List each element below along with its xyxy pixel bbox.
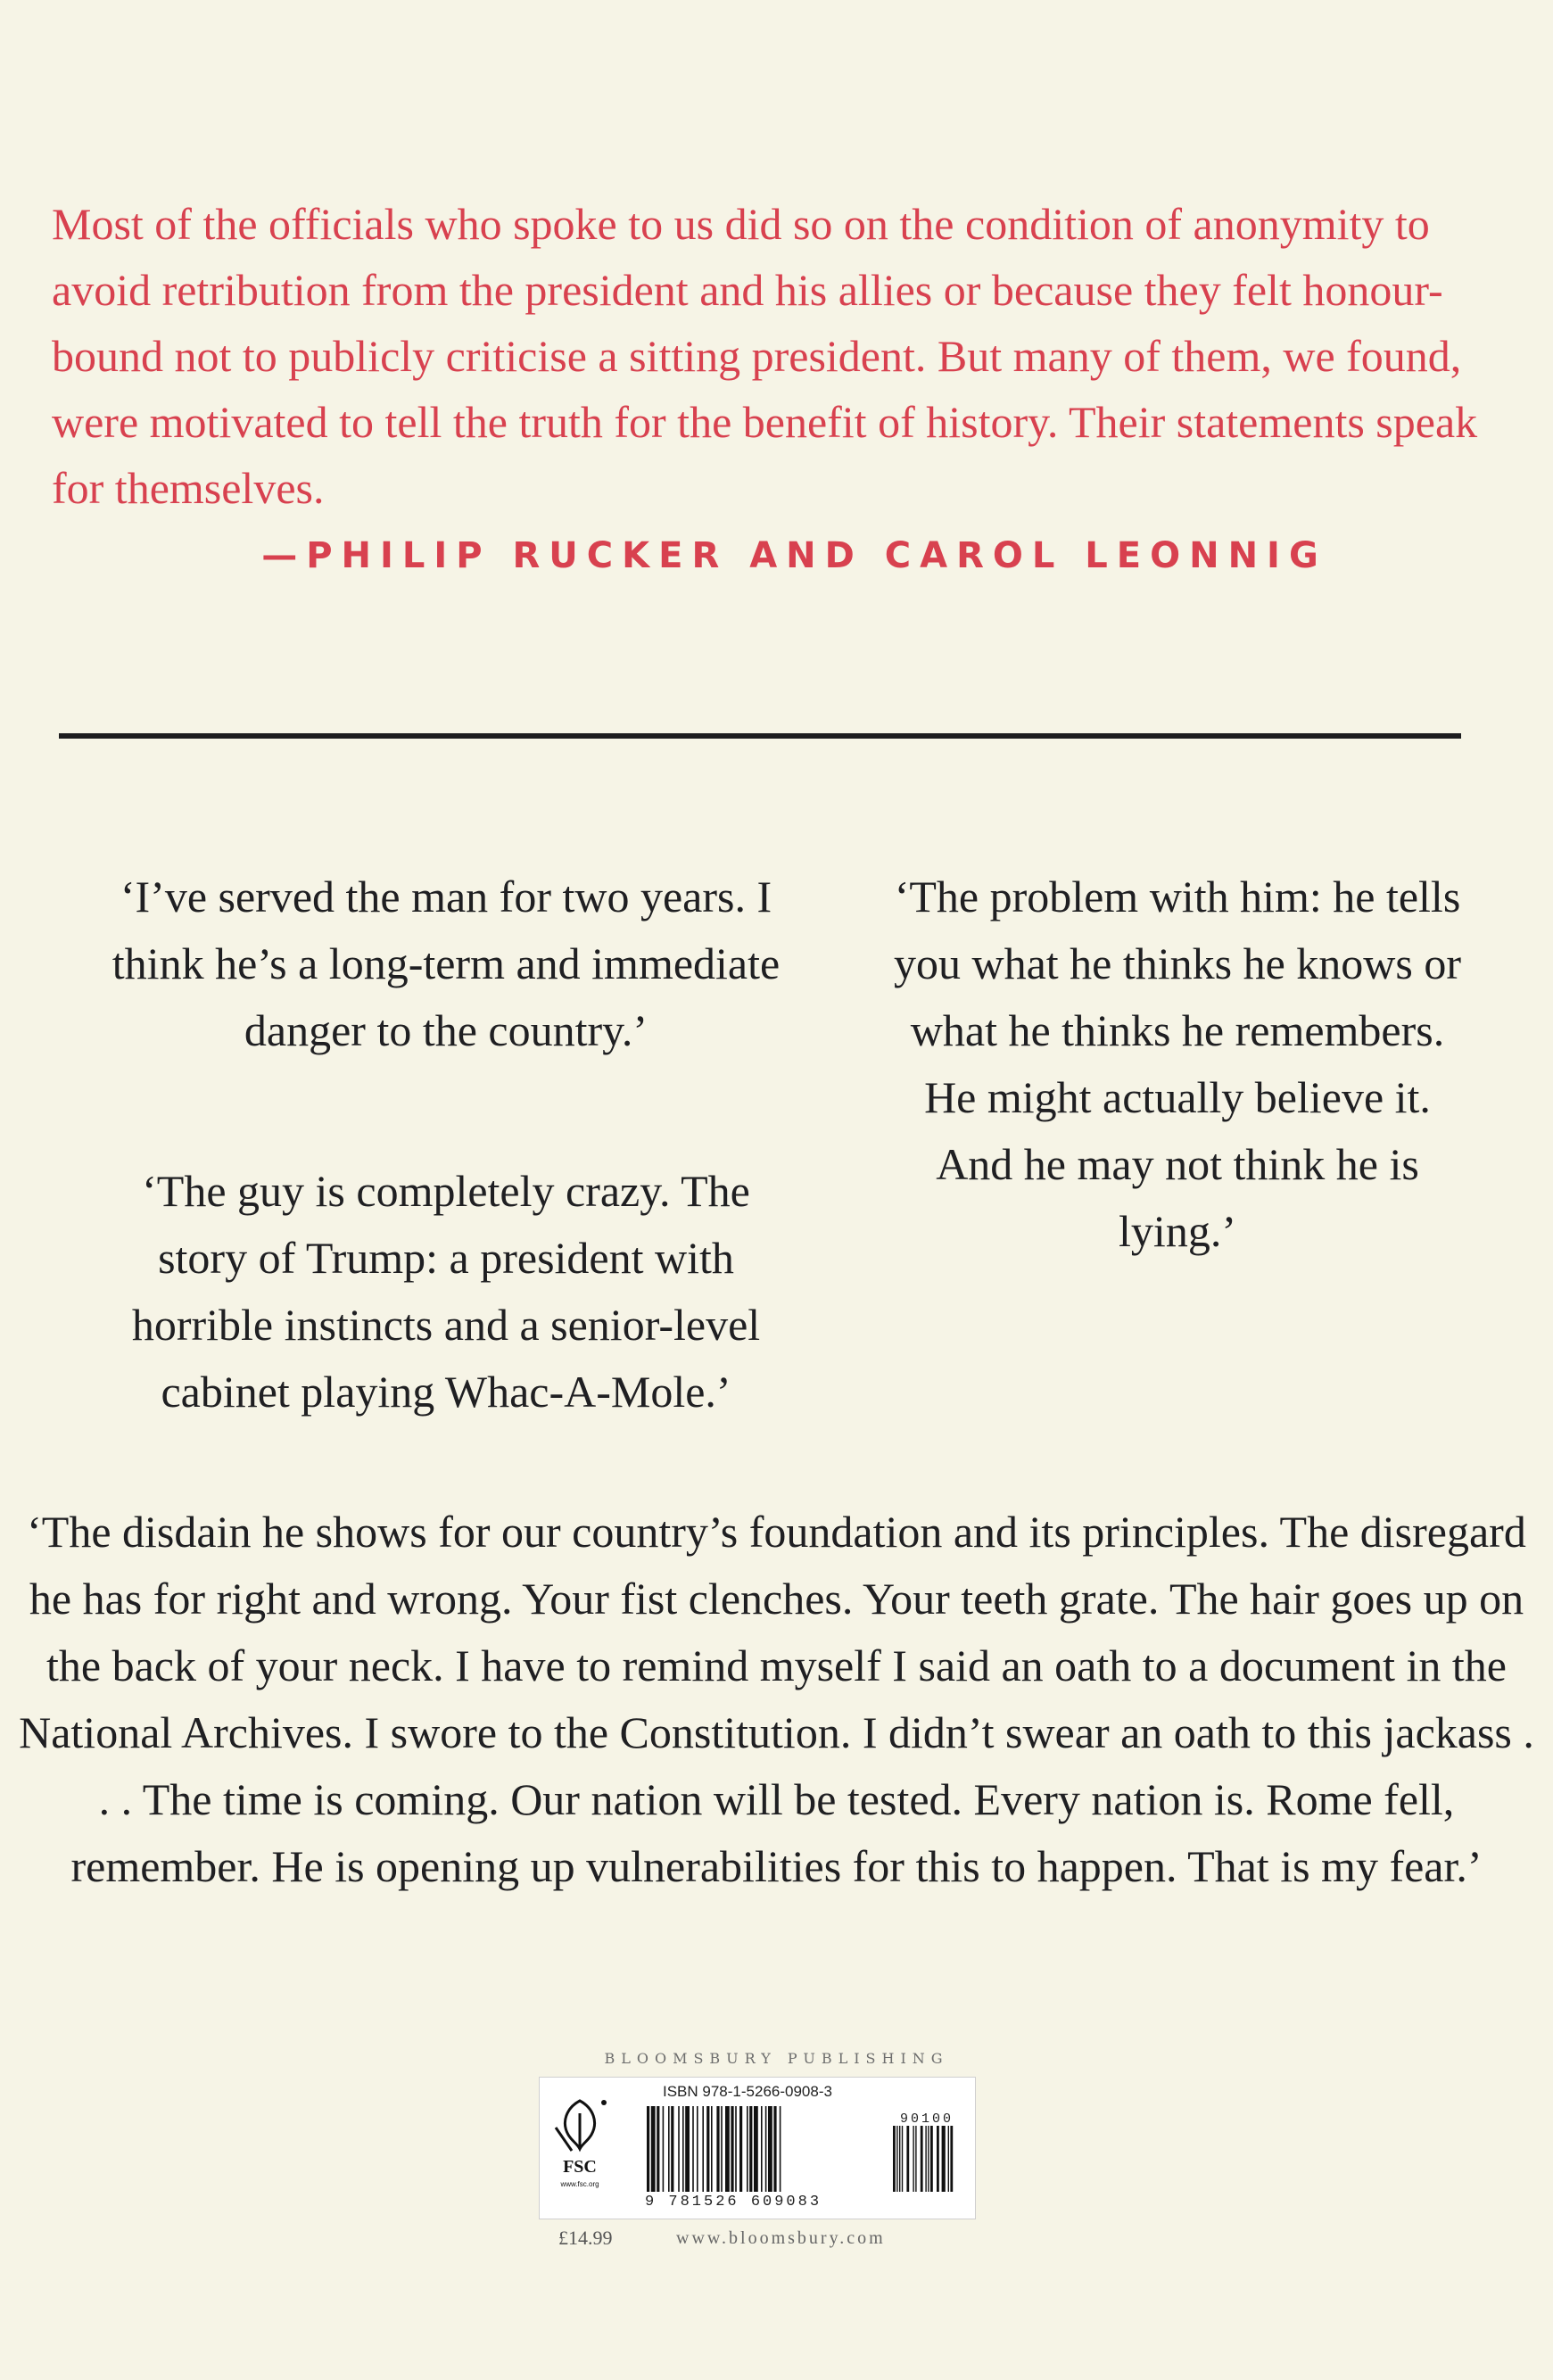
barcode-bar <box>780 2106 781 2192</box>
barcode-bar <box>682 2106 684 2192</box>
quote-problem-with-him <box>892 864 1463 1265</box>
barcode-bar <box>725 2106 730 2192</box>
quote-text: ‘The problem with him: he tells you what he thinks he knows or what he thinks he remembers. He might actually believe it. And he may not think he is lying.’ <box>893 872 1462 1256</box>
barcode-bar <box>896 2126 897 2192</box>
quote-text: ‘The guy is completely crazy. The story of Trump: a president with horrible instincts and a senior-level cabinet playing Whac-A-Mole.’ <box>131 1166 761 1417</box>
quote-text: ‘I’ve served the man for two years. I think he’s a long-term and immediate danger to the country.’ <box>112 872 781 1055</box>
divider-rule <box>59 733 1461 739</box>
isbn-text: ISBN 978-1-5266-0908-3 <box>663 2083 832 2100</box>
barcode-addon-number: 90100 <box>900 2111 954 2127</box>
fsc-logo-icon <box>549 2095 611 2194</box>
publisher-website: www.bloomsbury.com <box>676 2228 886 2248</box>
price-label: £14.99 <box>558 2227 613 2249</box>
barcode-bar <box>906 2126 909 2192</box>
barcode-bar <box>915 2126 916 2192</box>
barcode-bar <box>765 2106 767 2192</box>
barcode-bar <box>948 2126 949 2192</box>
barcode-bar <box>937 2126 939 2192</box>
barcode-bar <box>925 2126 926 2192</box>
barcode-bar <box>735 2106 737 2192</box>
barcode-bar <box>721 2106 723 2192</box>
barcode-bar <box>706 2106 709 2192</box>
barcode-bar <box>768 2106 772 2192</box>
barcode-bar <box>647 2106 649 2192</box>
barcode-bar <box>773 2106 776 2192</box>
authors-note <box>52 191 1497 521</box>
barcode-bar <box>902 2126 903 2192</box>
publisher-name: BLOOMSBURY PUBLISHING <box>604 2050 949 2067</box>
barcode-bar <box>663 2106 665 2192</box>
barcode-bar <box>739 2106 742 2192</box>
barcode-bar <box>950 2126 953 2192</box>
fsc-url: www.fsc.org <box>560 2180 599 2188</box>
barcode-bar <box>697 2106 698 2192</box>
authors-attribution: —PHILIP RUCKER AND CAROL LEONNIG <box>261 535 1327 576</box>
barcode-bar <box>716 2106 719 2192</box>
barcode-bar <box>668 2106 670 2192</box>
barcode-bar <box>747 2106 748 2192</box>
barcode-bar <box>702 2106 704 2192</box>
barcode-bar <box>731 2106 733 2192</box>
barcode-bar <box>928 2126 929 2192</box>
fsc-label: FSC <box>563 2157 597 2177</box>
barcode-bar <box>651 2106 656 2192</box>
barcode-bar <box>921 2126 923 2192</box>
barcode-bar <box>930 2126 933 2192</box>
barcode-bar <box>899 2126 900 2192</box>
barcode-bar <box>942 2126 946 2192</box>
barcode-bar <box>685 2106 690 2192</box>
barcode-bar <box>754 2106 758 2192</box>
barcode-bar <box>678 2106 680 2192</box>
quote-completely-crazy <box>98 1158 794 1426</box>
barcode-bar <box>749 2106 752 2192</box>
quote-disdain <box>18 1499 1535 1900</box>
quote-served-two-years <box>98 864 794 1064</box>
barcode-bar <box>711 2106 713 2192</box>
barcode-bar <box>671 2106 673 2192</box>
barcode-label <box>539 2077 976 2219</box>
barcode-bar <box>893 2126 896 2192</box>
barcode-bar <box>657 2106 659 2192</box>
quote-text: ‘The disdain he shows for our country’s foundation and its principles. The disregard he has for right and wrong. Your fist clenches. Your teeth grate. The hair goes up on the back of your neck. I have to remind myself I said an oath to a document in the National Archives. I swore to the Constitution. I didn’t swear an oath to this jackass . . . The time is coming. Our nation will be tested. Every nation is. Rome fell, remember. He is opening up vulnerabilities for this to happen. That is my fear.’ <box>19 1507 1534 1891</box>
barcode-bar <box>761 2106 763 2192</box>
barcode-bar <box>692 2106 694 2192</box>
barcode-number: 9 781526 609083 <box>645 2194 822 2211</box>
authors-note-text: Most of the officials who spoke to us did so on the condition of anonymity to avoid retribution from the president and his allies or because they felt honour-bound not to publicly criticise a sitting president. But many of them, we found, were motivated to tell the truth for the benefit of history. Their statements speak for themselves. <box>52 199 1478 513</box>
